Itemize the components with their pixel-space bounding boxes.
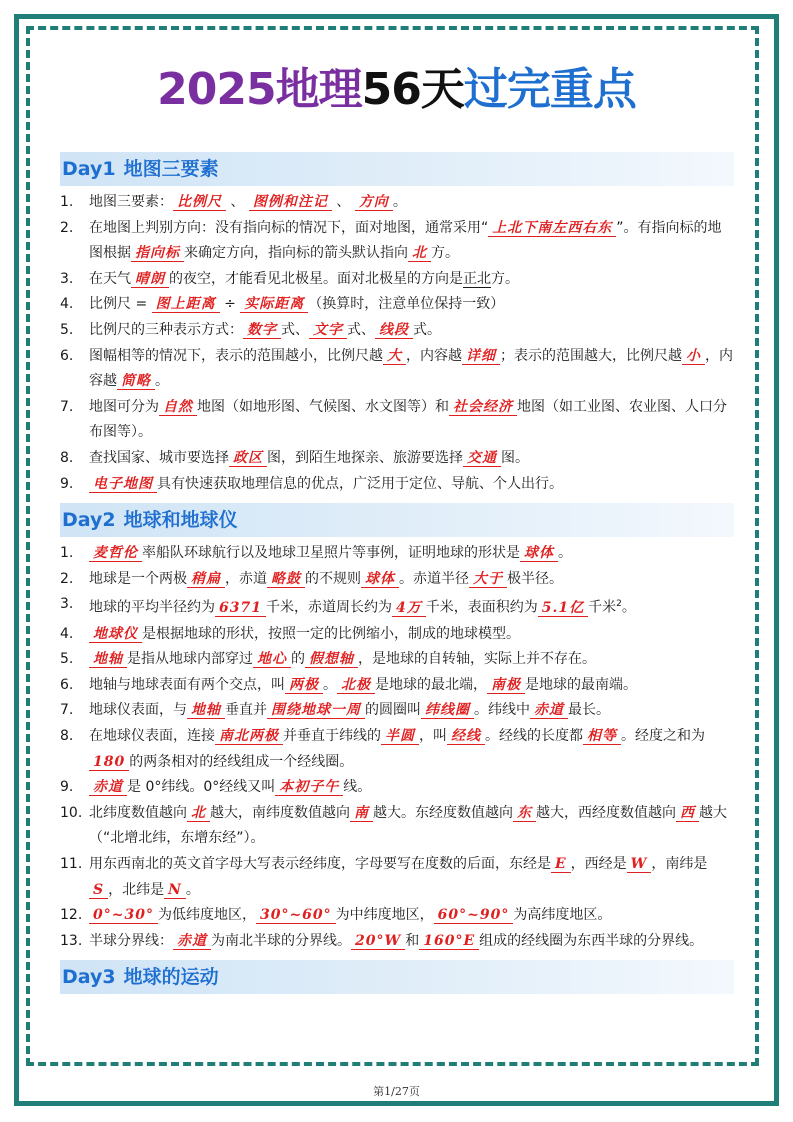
item-text: ，叫: [419, 727, 447, 744]
answer-blank: 30°~60°: [256, 907, 336, 924]
answer-blank: 东: [513, 805, 536, 822]
answer-blank: 地球仪: [89, 626, 142, 643]
answer-blank: 社会经济: [449, 399, 517, 416]
list-item: [60, 216, 734, 267]
item-text: 的夜空，才能看见北极星。面对北极星的方向是: [169, 270, 463, 287]
item-text: 为低纬度地区，: [157, 907, 256, 924]
item-text: 具有快速获取地理信息的优点，广泛用于定位、导航、个人出行。: [157, 475, 563, 492]
item-text: 是 0°纬线。0°经线又叫: [127, 779, 276, 796]
item-text: 图。: [501, 449, 529, 466]
item-text: 率船队环球航行以及地球卫星照片等事例，证明地球的形状是: [142, 545, 520, 562]
answer-blank: 北极: [337, 677, 375, 694]
day2-list: [60, 541, 734, 954]
item-text: 来确定方向，指向标的箭头默认指向: [184, 245, 408, 262]
answer-blank: 交通: [463, 450, 501, 467]
item-text: 是根据地球的形状，按照一定的比例缩小，制成的地球模型。: [142, 625, 520, 642]
list-item: [60, 698, 734, 724]
item-number: 6.: [60, 347, 74, 364]
item-text: ，是地球的自转轴，实际上并不存在。: [358, 651, 596, 668]
answer-blank: 详细: [462, 348, 500, 365]
answer-blank: 北: [408, 245, 431, 262]
item-text: ，赤道: [225, 570, 267, 587]
answer-blank: 文字: [309, 322, 347, 339]
item-text: 地轴与地球表面有两个交点，叫: [89, 676, 285, 693]
item-text: 在天气: [89, 270, 131, 287]
list-item: [60, 395, 734, 446]
item-number: 13.: [60, 932, 83, 949]
item-number: 9.: [60, 779, 74, 796]
day2-header: [60, 503, 734, 537]
item-text: 北纬度数值越向: [89, 804, 187, 821]
day1-subtitle: 地图三要素: [123, 158, 219, 180]
item-text: ，南纬是: [651, 855, 708, 872]
answer-blank: 相等: [583, 728, 621, 745]
item-text: 。: [323, 676, 337, 693]
item-text: ”。有指向标的地图根据: [89, 219, 722, 262]
list-item: [60, 673, 734, 699]
answer-blank: 大: [383, 348, 406, 365]
page-number: 第1/27页: [373, 1085, 420, 1098]
item-number: 10.: [60, 804, 83, 821]
item-number: 1.: [60, 194, 74, 210]
item-text: 。经度之和为: [621, 727, 705, 744]
item-number: 1.: [60, 545, 74, 562]
item-text: 式。: [413, 321, 441, 338]
answer-blank: 赤道: [89, 779, 127, 796]
item-text: 。赤道半径: [399, 570, 469, 587]
item-text: 和: [405, 932, 420, 949]
answer-blank: 0°~30°: [89, 907, 158, 924]
answer-blank: 南极: [487, 677, 525, 694]
list-item: [60, 647, 734, 673]
item-text: 越大，南纬度数值越向: [210, 804, 350, 821]
item-text: 图幅相等的情况下，表示的范围越小，比例尺越: [89, 347, 383, 364]
item-text: ，内容越: [406, 347, 462, 364]
answer-blank: S: [89, 882, 108, 899]
item-text: 地球仪表面，与: [89, 702, 187, 719]
day1-label: Day1: [62, 158, 116, 180]
list-item: [60, 541, 734, 567]
item-text: 图，到陌生地探亲、旅游要选择: [267, 449, 463, 466]
item-text: 千米，赤道周长约为: [265, 599, 392, 616]
answer-blank: 两极: [285, 677, 323, 694]
item-text: 越大。东经度数值越向: [373, 804, 513, 821]
answer-blank: 本初子午: [275, 779, 343, 796]
answer-blank: W: [627, 856, 652, 873]
list-item: [60, 903, 734, 929]
list-item: [60, 622, 734, 648]
item-text: 并垂直于纬线的: [283, 727, 381, 744]
item-text: 方。: [431, 245, 459, 262]
answer-blank: 图上距离: [152, 296, 220, 313]
answer-blank: 球体: [361, 571, 399, 588]
answer-blank: 数字: [243, 322, 281, 339]
item-text: 的圆圈叫: [365, 702, 421, 719]
answer-blank: 假想轴: [305, 651, 358, 668]
answer-blank: 围绕地球一周: [267, 702, 365, 719]
content: [60, 152, 734, 998]
item-text: 组成的经线圈为东西半球的分界线。: [479, 932, 704, 949]
item-text: 是地球的最北端，: [375, 676, 487, 693]
answer-blank: 南北两极: [215, 728, 283, 745]
answer-blank: 半圆: [381, 728, 419, 745]
item-text: 的不规则: [305, 570, 361, 587]
list-item: [60, 318, 734, 344]
item-number: 6.: [60, 676, 74, 693]
item-number: 7.: [60, 702, 74, 719]
answer-blank: 赤道: [173, 933, 211, 950]
item-text: 地球是一个两极: [89, 570, 187, 587]
day3-header: [60, 960, 734, 994]
day3-label: Day3: [62, 966, 116, 989]
item-number: 7.: [60, 398, 74, 415]
item-text: 式、: [281, 321, 309, 338]
item-text: 越大，西经度数值越向: [536, 804, 676, 821]
list-item: [60, 190, 734, 216]
answer-blank: 地轴: [89, 651, 127, 668]
answer-blank: 地轴: [187, 702, 225, 719]
item-number: 5.: [60, 651, 74, 668]
item-text: ，内容越: [89, 347, 733, 390]
list-item: [60, 801, 734, 852]
item-text: （换算时，注意单位保持一致）: [308, 296, 505, 313]
answer-blank: 180: [89, 754, 129, 771]
item-text: 的两条相对的经线组成一个经线圈。: [129, 753, 354, 770]
answer-blank: 6371: [215, 600, 266, 617]
item-text: 在地图上判别方向：没有指向标的情况下，面对地图，通常采用“: [89, 219, 489, 236]
item-text: 地图三要素：: [89, 194, 173, 210]
answer-blank: 赤道: [530, 702, 568, 719]
day2-subtitle: 地球和地球仪: [123, 509, 238, 532]
answer-blank: 4万: [392, 600, 426, 617]
answer-blank: 自然: [159, 399, 197, 416]
item-text: ；表示的范围越大，比例尺越: [500, 347, 682, 364]
answer-blank: 小: [682, 348, 705, 365]
answer-blank: 线段: [375, 322, 413, 339]
item-text: 、: [331, 194, 355, 210]
item-text: 比例尺的三种表示方式：: [89, 321, 243, 338]
list-item: [60, 567, 734, 593]
item-text: 式、: [347, 321, 375, 338]
list-item: [60, 592, 734, 621]
answer-blank: 图例和注记: [249, 194, 332, 211]
item-text: ，北纬是: [108, 881, 165, 898]
item-number: 3.: [60, 596, 74, 613]
answer-blank: 简略: [117, 373, 155, 390]
answer-blank: 政区: [229, 450, 267, 467]
answer-blank: 电子地图: [89, 476, 157, 493]
item-text: 比例尺 =: [89, 296, 152, 313]
item-text: 方。: [491, 270, 519, 287]
answer-blank: E: [551, 856, 571, 873]
item-text: ，西经是: [570, 855, 627, 872]
item-number: 4.: [60, 625, 74, 642]
item-number: 8.: [60, 449, 74, 466]
answer-blank: 160°E: [419, 933, 479, 950]
page-title: [0, 62, 793, 118]
answer-blank: 方向: [355, 194, 393, 211]
answer-blank: 稍扁: [187, 571, 225, 588]
list-item: [60, 292, 734, 318]
item-text: 极半径。: [507, 570, 563, 587]
item-text: 用东西南北的英文首字母大写表示经纬度，字母要写在度数的后面，东经是: [89, 855, 551, 872]
item-text: 。: [621, 599, 636, 616]
item-text: 。: [155, 373, 169, 390]
answer-blank: 5.1亿: [538, 600, 588, 617]
item-text: 。经线的长度都: [485, 727, 583, 744]
list-item: [60, 344, 734, 395]
item-text: 的: [291, 651, 305, 668]
item-text: ÷: [219, 296, 241, 313]
list-item: [60, 267, 734, 293]
item-text: 千米，表面积约为: [425, 599, 538, 616]
answer-blank: 纬线圈: [421, 702, 474, 719]
list-item: [60, 775, 734, 801]
item-text: 。: [558, 545, 572, 562]
answer-blank: 实际距离: [240, 296, 308, 313]
item-text: 千米: [588, 599, 617, 616]
title-part-1: 2025地理: [157, 64, 362, 115]
item-number: 8.: [60, 727, 74, 744]
answer-blank: 20°W: [351, 933, 405, 950]
item-text: 半球分界线：: [89, 932, 173, 949]
day3-subtitle: 地球的运动: [123, 966, 219, 989]
answer-blank: 西: [676, 805, 699, 822]
item-text: 地图（如地形图、气候图、水文图等）和: [197, 398, 449, 415]
answer-blank: N: [164, 882, 186, 899]
list-item: [60, 446, 734, 472]
item-text: 。: [392, 194, 407, 210]
day2-label: Day2: [62, 509, 116, 532]
item-text: 为高纬度地区。: [513, 907, 612, 924]
answer-blank: 上北下南左西右东: [488, 220, 616, 237]
title-part-3: 过完重点: [463, 64, 636, 115]
day1-header: [60, 152, 734, 186]
list-item: [60, 472, 734, 498]
answer-blank: 球体: [520, 545, 558, 562]
item-text: 。: [185, 881, 200, 898]
item-text: 最长。: [568, 702, 610, 719]
item-text: 线。: [343, 779, 372, 796]
item-number: 9.: [60, 475, 74, 492]
item-number: 11.: [60, 855, 83, 872]
answer-blank: 麦哲伦: [89, 545, 142, 562]
answer-blank: 地心: [253, 651, 291, 668]
item-text: 是地球的最南端。: [525, 676, 637, 693]
answer-blank: 经线: [447, 728, 485, 745]
item-number: 12.: [60, 907, 83, 924]
item-text: 为南北半球的分界线。: [211, 932, 351, 949]
superscript: 2: [616, 599, 622, 610]
answer-blank: 指向标: [131, 245, 184, 262]
item-text: 地图可分为: [89, 398, 159, 415]
item-text: 在地球仪表面，连接: [89, 727, 215, 744]
day1-list: [60, 190, 734, 497]
item-text: 越大（“北增北纬，东增东经”）。: [89, 804, 727, 847]
list-item: [60, 724, 734, 775]
item-number: 3.: [60, 270, 74, 287]
list-item: [60, 852, 734, 903]
answer-blank: 晴朗: [131, 271, 169, 288]
answer-blank: 南: [350, 805, 373, 822]
item-text: 地球的平均半径约为: [89, 599, 215, 616]
item-number: 2.: [60, 219, 74, 236]
answer-blank: 60°~90°: [434, 907, 514, 924]
item-number: 2.: [60, 570, 74, 587]
answer-blank: 北: [187, 805, 210, 822]
item-text: 垂直并: [225, 702, 267, 719]
answer-blank: 大于: [469, 571, 507, 588]
item-text: 为中纬度地区，: [335, 907, 434, 924]
answer-blank: 略鼓: [267, 571, 305, 588]
underlined-text: 正北: [463, 270, 491, 287]
item-text: 。纬线中: [474, 702, 530, 719]
item-number: 5.: [60, 321, 74, 338]
item-text: 查找国家、城市要选择: [89, 449, 229, 466]
answer-blank: 比例尺: [173, 194, 226, 211]
list-item: [60, 929, 734, 955]
title-part-2: 56天: [361, 64, 464, 115]
item-text: 地图（如工业图、农业图、人口分布图等）。: [89, 398, 727, 441]
item-text: 是指从地球内部穿过: [127, 651, 253, 668]
item-text: 、: [226, 194, 249, 210]
item-number: 4.: [60, 296, 74, 313]
